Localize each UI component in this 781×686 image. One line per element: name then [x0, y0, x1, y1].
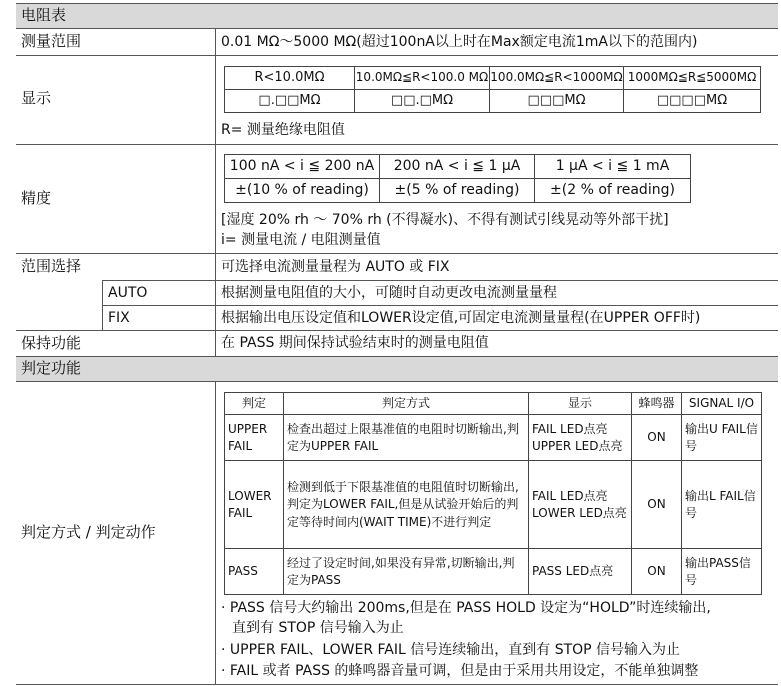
signal-cell: 输出U FAIL信号 [682, 415, 762, 461]
hold-value: 在 PASS 期间保持试验结束时的测量电阻值 [221, 335, 489, 351]
accuracy-table [224, 154, 691, 203]
range-auto-label: AUTO [108, 285, 148, 301]
buzzer-cell: ON [632, 415, 682, 461]
rule [16, 684, 778, 685]
judgement-header-buzzer: 蜂鸣器 [632, 393, 682, 415]
rule [102, 280, 778, 281]
judgement-label: 判定方式 / 判定动作 [21, 523, 156, 541]
method-cell: 经过了设定时间,如果没有异常,切断输出,判定为PASS [284, 549, 529, 595]
rule [16, 144, 778, 145]
method-cell: 检测到低于下限基准值的电阻值时切断输出,判定为LOWER FAIL,但是从试验开始后的判定等待时间内(WAIT TIME)不进行判定 [284, 461, 529, 549]
judge-cell: LOWER FAIL [225, 461, 284, 549]
judgement-header-judge: 判定 [225, 393, 284, 415]
range-auto-value: 根据测量电阻值的大小，可随时自动更改电流测量量程 [221, 285, 557, 301]
rule [102, 305, 778, 306]
accuracy-current-cell: 1 μA < i ≦ 1 mA [535, 155, 691, 179]
buzzer-cell: ON [632, 549, 682, 595]
display-range-cell: R<10.0MΩ [225, 67, 355, 90]
section-title-judgement: 判定功能 [21, 359, 82, 377]
display-range-cell: 100.0MΩ≦R<1000MΩ [490, 67, 624, 90]
judgement-note: · FAIL 或者 PASS 的蜂鸣器音量可调，但是由于采用共用设定，不能单独调整 [221, 663, 699, 679]
buzzer-cell: ON [632, 461, 682, 549]
range-value: 0.01 MΩ～5000 MΩ(超过100nA以上时在Max额定电流1mA以下的范围内) [221, 34, 698, 50]
range-select-label: 范围选择 [21, 257, 82, 275]
judgement-header-display: 显示 [529, 393, 632, 415]
signal-cell: 输出L FAIL信号 [682, 461, 762, 549]
table-row [225, 549, 762, 595]
rule [215, 28, 216, 330]
accuracy-value-cell: ±(2 % of reading) [535, 179, 691, 203]
display-note: R= 测量绝缘电阻值 [221, 122, 345, 138]
accuracy-label: 精度 [21, 189, 52, 207]
display-table [224, 66, 761, 113]
accuracy-note-humidity: [湿度 20% rh ～ 70% rh (不得凝水)、不得有测试引线晃动等外部干扰] [221, 212, 669, 228]
range-fix-value: 根据输出电压设定值和LOWER设定值,可固定电流测量量程(在UPPER OFF时) [221, 310, 701, 326]
display-cell: FAIL LED点亮 LOWER LED点亮 [529, 461, 632, 549]
judge-cell: PASS [225, 549, 284, 595]
judgement-table [224, 392, 762, 595]
judgement-header-signal: SIGNAL I/O [682, 393, 762, 415]
rule [16, 55, 778, 56]
judgement-header-method: 判定方式 [284, 393, 529, 415]
accuracy-current-cell: 100 nA < i ≦ 200 nA [225, 155, 380, 179]
hold-label: 保持功能 [21, 334, 82, 352]
display-format-cell: □□.□MΩ [355, 90, 490, 113]
judgement-note: · PASS 信号大约输出 200ms,但是在 PASS HOLD 设定为“HOLD”时连续输出, [221, 600, 711, 616]
table-row [225, 415, 762, 461]
judgement-note: 直到有 STOP 信号输入为止 [232, 620, 404, 636]
range-select-value: 可选择电流测量量程为 AUTO 或 FIX [221, 259, 450, 275]
rule [16, 356, 778, 357]
table-row [225, 461, 762, 549]
display-range-cell: 1000MΩ≦R≦5000MΩ [624, 67, 761, 90]
display-label: 显示 [21, 89, 52, 107]
accuracy-note-current: i= 测量电流 / 电阻测量值 [221, 232, 381, 248]
signal-cell: 输出PASS信号 [682, 549, 762, 595]
method-cell: 检查出超过上限基准值的电阻时切断输出,判定为UPPER FAIL [284, 415, 529, 461]
judgement-note: · UPPER FAIL、LOWER FAIL 信号连续输出，直到有 STOP 信号输入为止 [221, 642, 681, 658]
rule [16, 381, 778, 382]
display-range-cell: 10.0MΩ≦R<100.0 MΩ [355, 67, 490, 90]
section-band-judgement [16, 356, 778, 381]
judge-cell: UPPER FAIL [225, 415, 284, 461]
display-cell: PASS LED点亮 [529, 549, 632, 595]
rule [16, 3, 778, 4]
display-cell: FAIL LED点亮 UPPER LED点亮 [529, 415, 632, 461]
range-label: 测量范围 [21, 32, 82, 50]
display-format-cell: □□□MΩ [490, 90, 624, 113]
display-format-cell: □□□□MΩ [624, 90, 761, 113]
rule [215, 330, 216, 356]
rule [215, 381, 216, 684]
rule [16, 330, 778, 331]
section-band-resistance [16, 3, 778, 28]
display-format-cell: □.□□MΩ [225, 90, 355, 113]
section-title-resistance: 电阻表 [21, 6, 67, 24]
rule [102, 280, 103, 330]
rule [16, 28, 778, 29]
accuracy-value-cell: ±(10 % of reading) [225, 179, 380, 203]
accuracy-value-cell: ±(5 % of reading) [380, 179, 535, 203]
rule [16, 253, 778, 254]
range-fix-label: FIX [108, 310, 130, 326]
accuracy-current-cell: 200 nA < i ≦ 1 μA [380, 155, 535, 179]
